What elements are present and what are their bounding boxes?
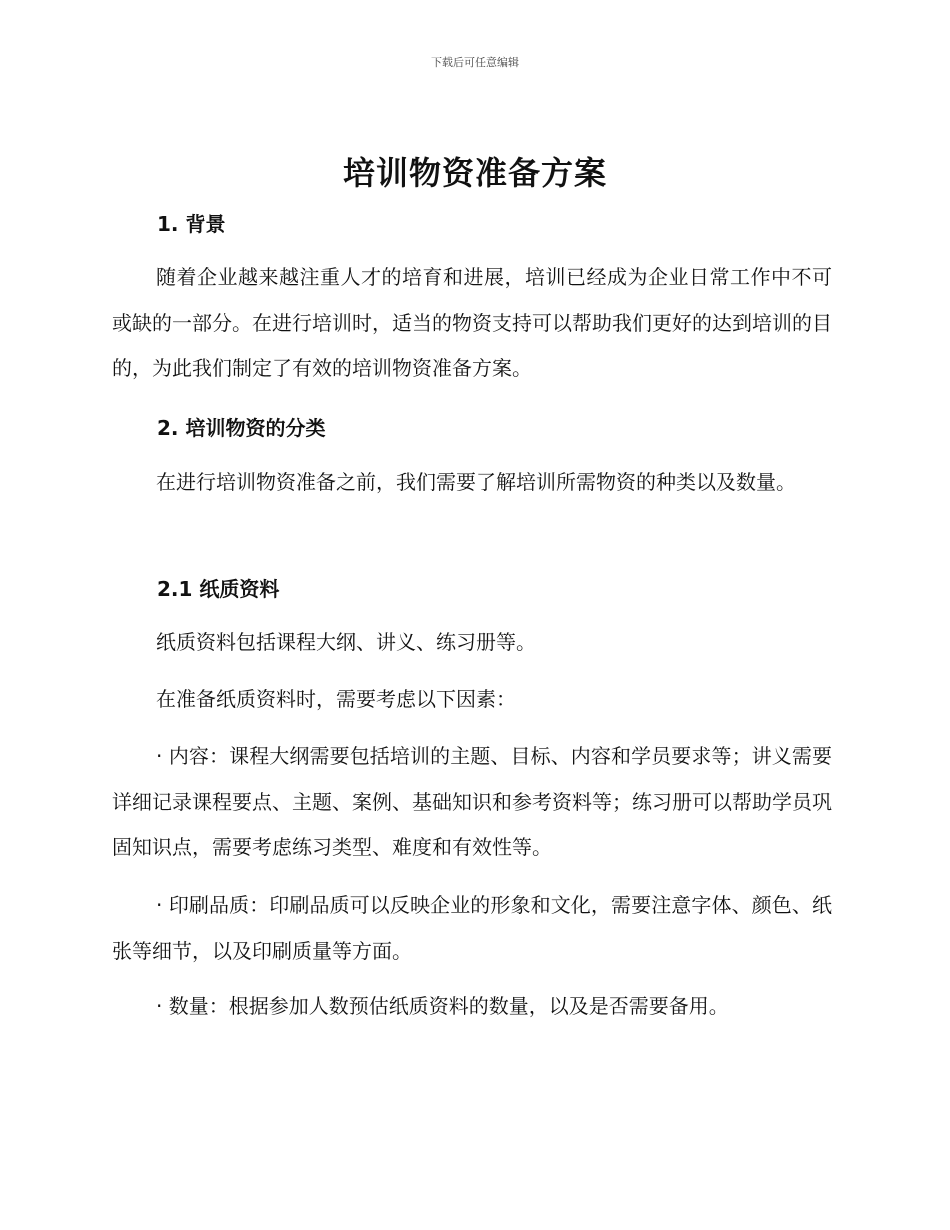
bullet-print-quality: · 印刷品质：印刷品质可以反映企业的形象和文化，需要注意字体、颜色、纸张等细节，以及印刷质量等方面。	[112, 893, 832, 963]
header-note: 下载后可任意编辑	[431, 56, 519, 69]
bullet-quantity: · 数量：根据参加人数预估纸质资料的数量，以及是否需要备用。	[156, 994, 729, 1018]
paper-factors-paragraph: 在准备纸质资料时，需要考虑以下因素：	[156, 687, 516, 711]
document-title: 培训物资准备方案	[342, 154, 607, 192]
classification-paragraph: 在进行培训物资准备之前，我们需要了解培训所需物资的种类以及数量。	[156, 470, 796, 494]
background-paragraph: 随着企业越来越注重人才的培育和进展，培训已经成为企业日常工作中不可或缺的一部分。在进行培训时，适当的物资支持可以帮助我们更好的达到培训的目的，为此我们制定了有效的培训物资准备方案。	[112, 265, 832, 380]
bullet-content: · 内容：课程大纲需要包括培训的主题、目标、内容和学员要求等；讲义需要详细记录课程要点、主题、案例、基础知识和参考资料等；练习册可以帮助学员巩固知识点，需要考虑练习类型、难度和有效性等。	[112, 744, 832, 859]
section-heading-paper-materials: 2.1 纸质资料	[157, 577, 280, 601]
section-heading-background: 1. 背景	[157, 212, 226, 236]
section-heading-classification: 2. 培训物资的分类	[157, 416, 326, 440]
paper-materials-paragraph: 纸质资料包括课程大纲、讲义、练习册等。	[156, 630, 536, 654]
